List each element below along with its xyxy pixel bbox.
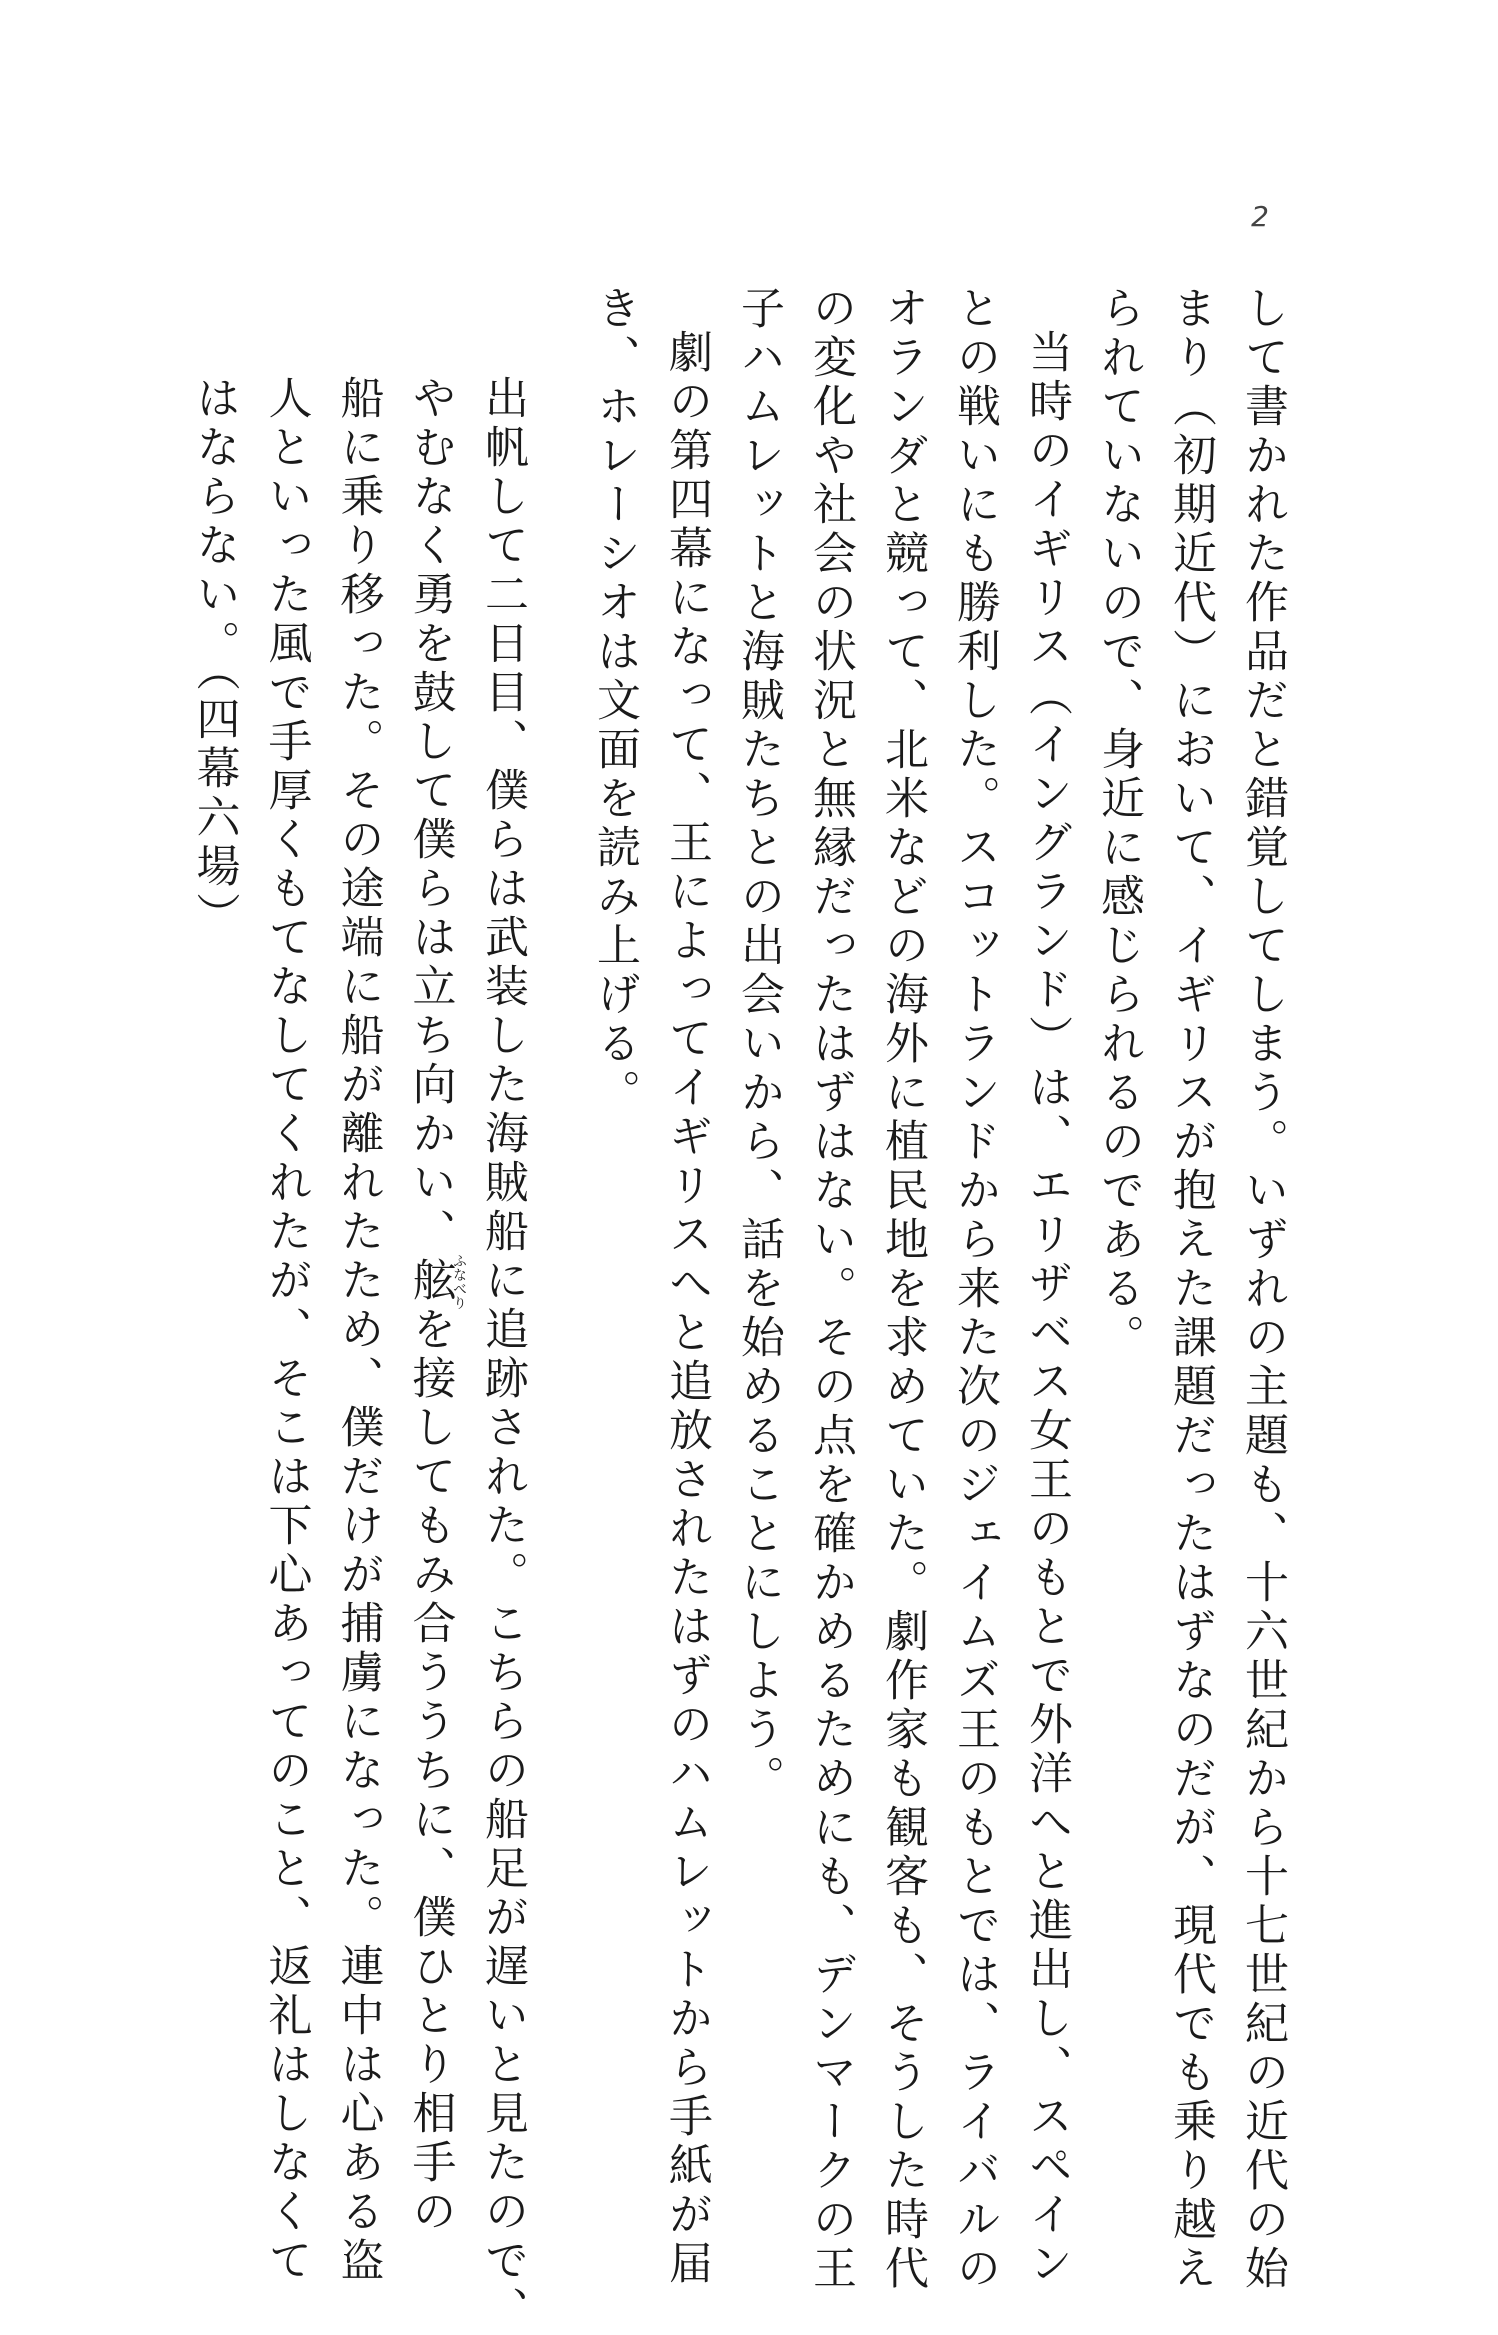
quote-line: 船に乗り移った。その途端に船が離れたため、僕だけが捕虜になった。連中は心ある盗 [332,375,384,2286]
quote-line [394,375,467,2237]
text-line: との戦いにも勝利した。スコットランドから来た次のジェイムズ王のもとでは、ライバルの [949,285,1000,2294]
quote-line: 出帆して二日目、僕らは武装した海賊船に追跡された。こちらの船足が遅いと見たので、 [477,375,528,2335]
quote-line: はならない。（四幕六場） [188,375,240,941]
main-text [578,285,1298,2294]
text-line: オランダと競って、北米などの海外に植民地を求めていた。劇作家も観客も、そうした時代 [877,285,928,2294]
ruby-annotation [404,1253,467,1310]
text-line: 当時のイギリス（イングランド）は、エリザベス女王のもとで外洋へと進出し、スペイン [1021,329,1072,2289]
block-quote [178,375,539,2335]
text-line: まり（初期近代）において、イギリスが抱えた課題だったはずなのだが、現代でも乗り越え [1165,285,1216,2294]
text-line: き、ホレーシオは文面を読み上げる。 [589,285,640,1118]
text-line: 子ハムレットと海賊たちとの出会いから、話を始めることにしよう。 [733,285,784,1804]
text-line: られていないので、身近に感じられるのである。 [1093,285,1144,1363]
text-line: の変化や社会の状況と無縁だったはずはない。その点を確かめるためにも、デンマークの王 [805,285,856,2294]
text-line: して書かれた作品だと錯覚してしまう。いずれの主題も、十六世紀から十七世紀の近代の始 [1237,285,1288,2294]
quote-line: 人といった風で手厚くもてなしてくれたが、そこは下心あってのこと、返礼はしなくて [260,375,312,2286]
page-number: 2 [1251,200,1269,233]
quote-fragment: を接してもみ合ううちに、僕ひとり相手の [404,1306,456,2237]
text-line: 劇の第四幕になって、王によってイギリスへと追放されたはずのハムレットから手紙が届 [661,329,712,2289]
ruby-base: 舷 [404,1253,456,1310]
ruby-reading: ふなべり [451,1253,467,1310]
quote-fragment: やむなく勇を鼓して僕らは立ち向かい、 [404,375,456,1257]
